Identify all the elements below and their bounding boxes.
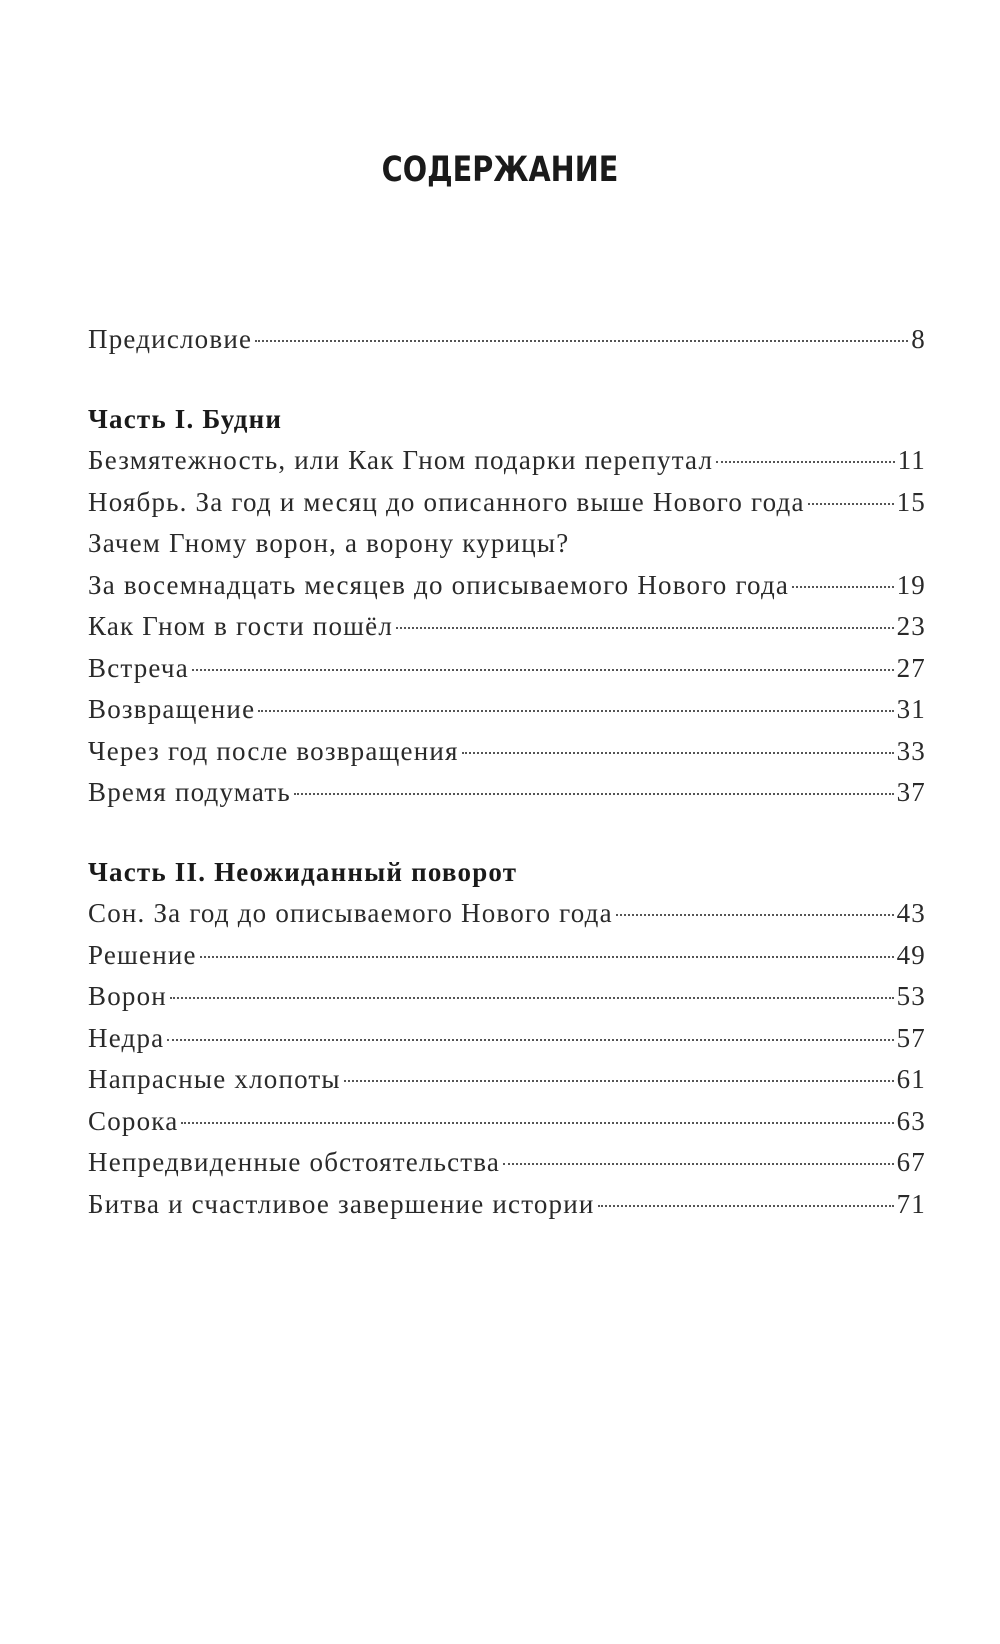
leader-dots xyxy=(192,669,894,671)
leader-dots xyxy=(181,1122,893,1124)
toc-entry[interactable] xyxy=(88,570,926,612)
leader-dots xyxy=(167,1039,893,1041)
toc-entry[interactable] xyxy=(88,1064,926,1106)
toc-entry-label: Встреча xyxy=(88,652,189,683)
part-2-entries xyxy=(88,898,926,1230)
leader-dots xyxy=(170,997,894,999)
toc-entry-preface[interactable] xyxy=(88,324,926,366)
leader-dots xyxy=(598,1205,894,1207)
toc-page-number: 11 xyxy=(897,445,926,475)
toc-entry-label: Решение xyxy=(88,939,197,970)
toc-entry[interactable] xyxy=(88,1106,926,1148)
toc-entry-label: Недра xyxy=(88,1022,165,1053)
toc-entry[interactable] xyxy=(88,736,926,778)
toc-page-number: 19 xyxy=(896,569,926,600)
leader-dots xyxy=(462,752,894,754)
toc-entry-label: Сон. За год до описываемого Нового года xyxy=(88,898,613,928)
toc-entry-label: Как Гном в гости пошёл xyxy=(88,611,394,641)
toc-entry-label: За восемнадцать месяцев до описываемого Нового года xyxy=(88,569,790,600)
toc-entry-label: Непредвиденные обстоятельства xyxy=(88,1147,501,1177)
toc-entry-label: Зачем Гному ворон, а ворону курицы? xyxy=(88,528,570,558)
leader-dots xyxy=(255,340,908,342)
toc-entry-label: Через год после возвращения xyxy=(88,735,459,766)
leader-dots xyxy=(792,586,894,588)
toc-entry-label: Предисловие xyxy=(88,324,253,354)
toc-entry-label: Напрасные хлопоты xyxy=(88,1064,341,1094)
toc-page-number: 43 xyxy=(896,898,926,928)
toc-page-number: 8 xyxy=(911,324,926,354)
toc-entry[interactable] xyxy=(88,611,926,653)
toc-page-number: 63 xyxy=(896,1105,926,1136)
toc-entry[interactable] xyxy=(88,487,926,529)
toc-page-number: 23 xyxy=(896,611,926,641)
leader-dots xyxy=(294,793,894,795)
leader-dots xyxy=(258,710,893,712)
part-1-entries xyxy=(88,445,926,819)
part-1-heading: Часть I. Будни xyxy=(88,403,283,434)
page-title: СОДЕРЖАНИЕ xyxy=(381,150,619,190)
toc-entry[interactable] xyxy=(88,898,926,940)
toc-page-number: 61 xyxy=(896,1064,926,1094)
toc-entry[interactable] xyxy=(88,528,926,570)
toc-entry-label: Сорока xyxy=(88,1105,179,1136)
toc-entry[interactable] xyxy=(88,1189,926,1231)
toc-entry-label: Ноябрь. За год и месяц до описанного выше Нового года xyxy=(88,486,805,517)
toc-page-number: 33 xyxy=(896,735,926,766)
toc-entry[interactable] xyxy=(88,653,926,695)
toc-entry-label: Возвращение xyxy=(88,694,256,724)
toc-page-number: 71 xyxy=(896,1188,926,1219)
leader-dots xyxy=(344,1080,894,1082)
toc-entry[interactable] xyxy=(88,981,926,1023)
toc-entry[interactable] xyxy=(88,777,926,819)
toc-page-number: 31 xyxy=(896,694,926,724)
table-of-contents xyxy=(88,324,926,1230)
toc-entry[interactable] xyxy=(88,1147,926,1189)
toc-page-number: 49 xyxy=(896,939,926,970)
toc-entry-label: Ворон xyxy=(88,981,167,1011)
toc-entry-label: Время подумать xyxy=(88,777,291,807)
toc-entry[interactable] xyxy=(88,445,926,487)
toc-page-number: 37 xyxy=(896,777,926,807)
toc-page-number: 67 xyxy=(896,1147,926,1177)
part-2-heading: Часть II. Неожиданный поворот xyxy=(88,856,518,887)
toc-page-number: 57 xyxy=(896,1022,926,1053)
leader-dots xyxy=(808,503,894,505)
leader-dots xyxy=(200,956,894,958)
leader-dots xyxy=(616,914,894,916)
toc-entry[interactable] xyxy=(88,940,926,982)
toc-entry[interactable] xyxy=(88,694,926,736)
leader-dots xyxy=(503,1163,894,1165)
toc-entry[interactable] xyxy=(88,1023,926,1065)
toc-page-number: 53 xyxy=(896,981,926,1011)
toc-entry-label: Безмятежность, или Как Гном подарки перепутал xyxy=(88,445,714,475)
toc-entry-label: Битва и счастливое завершение истории xyxy=(88,1188,595,1219)
toc-page-number: 27 xyxy=(896,652,926,683)
toc-page-number: 15 xyxy=(896,486,926,517)
leader-dots xyxy=(396,627,894,629)
leader-dots xyxy=(716,461,894,463)
